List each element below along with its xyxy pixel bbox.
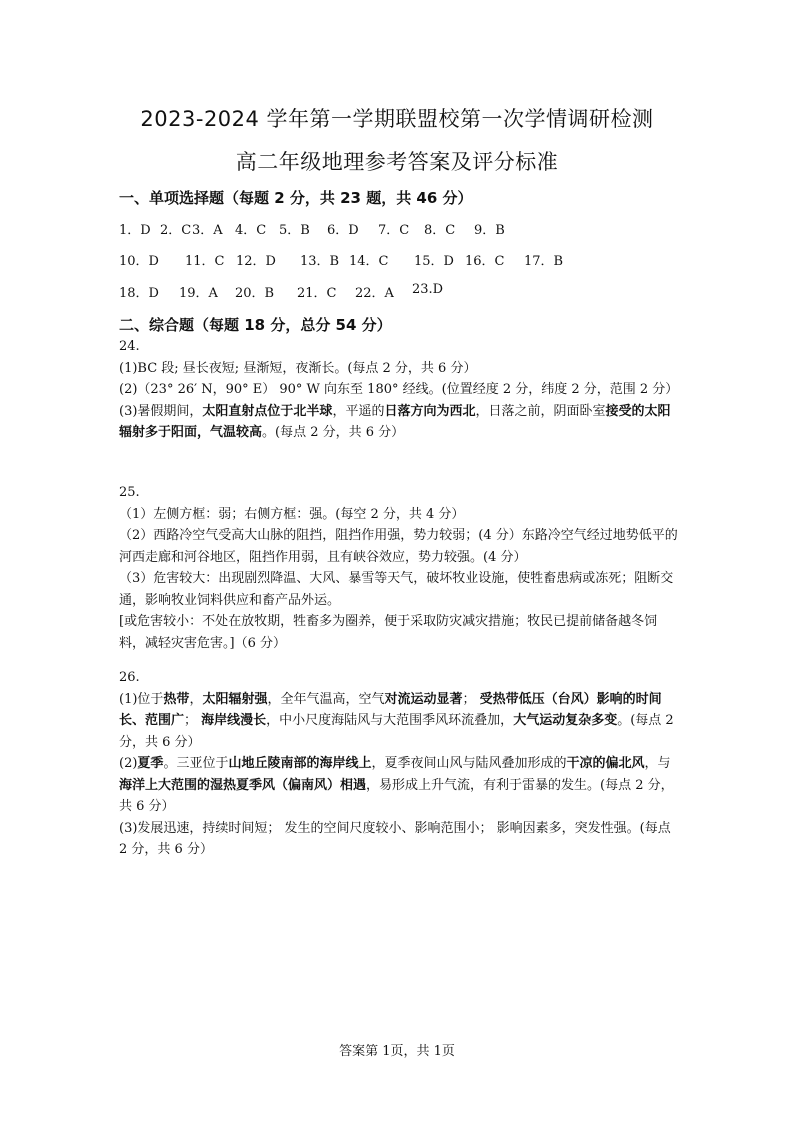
document-subtitle: 高二年级地理参考答案及评分标准 — [235, 150, 559, 174]
answer-item: 19．A — [179, 286, 218, 301]
answer-item: 18．D — [119, 286, 159, 301]
answer-item: 12．D — [236, 254, 276, 269]
answer-24-1: (1)BC 段; 昼长夜短; 昼渐短，夜渐长。(每点 2 分，共 6 分） — [119, 360, 477, 376]
question-number: 24. — [119, 339, 140, 354]
answer-item: 17．B — [524, 254, 564, 269]
answer-item: 7．C — [378, 223, 410, 238]
answer-26-1: (1)位于热带，太阳辐射强，全年气温高，空气对流运动显著； 受热带低压（台风）影响的时间长、范围广； 海岸线漫长，中小尺度海陆风与大范围季风环流叠加，大气运动复杂多变。(每点 2 分，共 6 分） — [119, 691, 674, 750]
document-title: 2023-2024 学年第一学期联盟校第一次学情调研检测 — [140, 107, 654, 131]
answer-item: 22．A — [355, 286, 394, 301]
answer-25-1: （1）左侧方框：弱；右侧方框：强。(每空 2 分，共 4 分） — [119, 506, 465, 522]
answer-item: 6．D — [327, 223, 359, 238]
answer-25-4: [或危害较小：不处在放牧期，牲畜多为圈养，便于采取防灾减灾措施；牧民已提前储备越冬饲料，减轻灾害危害。]（6 分） — [119, 614, 658, 651]
answer-row-3 — [119, 282, 443, 301]
answer-24-3: (3)暑假期间，太阳直射点位于北半球，平遥的日落方向为西北，日落之前，阴面卧室接受的太阳辐射多于阳面，气温较高。(每点 2 分，共 6 分） — [119, 403, 671, 440]
section2-heading: 二、综合题（每题 18 分，总分 54 分） — [119, 316, 392, 334]
answer-item: 2．C — [160, 223, 192, 238]
answer-row-2 — [119, 250, 563, 269]
question-number: 25. — [119, 485, 140, 500]
page-footer: 答案第 1页，共 1页 — [339, 1044, 455, 1059]
answer-item: 20．B — [235, 286, 275, 301]
question-26 — [119, 667, 681, 861]
answer-item: 4．C — [235, 223, 267, 238]
answer-26-3: (3)发展迅速，持续时间短； 发生的空间尺度较小、影响范围小； 影响因素多，突发性强。(每点 2 分，共 6 分） — [119, 820, 671, 857]
answer-item: 23.D — [412, 282, 444, 297]
question-24 — [119, 336, 681, 444]
question-25 — [119, 482, 681, 654]
answer-item: 3．A — [192, 223, 223, 238]
section1-heading: 一、单项选择题（每题 2 分，共 23 题，共 46 分） — [119, 189, 473, 207]
answer-26-2: (2)夏季。三亚位于山地丘陵南部的海岸线上，夏季夜间山风与陆风叠加形成的干凉的偏北风，与海洋上大范围的湿热夏季风（偏南风）相遇，易形成上升气流，有利于雷暴的发生。(每点 2 分，共 6 分） — [119, 756, 674, 814]
answer-25-3: （3）危害较大：出现剧烈降温、大风、暴雪等天气，破坏牧业设施，使牲畜患病或冻死；阻断交通，影响牧业饲料供应和畜产品外运。 — [119, 571, 674, 608]
answer-item: 21．C — [297, 286, 337, 301]
answer-item: 16．C — [465, 254, 505, 269]
answer-item: 10．D — [119, 254, 159, 269]
answer-25-2: （2）西路冷空气受高大山脉的阻挡，阻挡作用强，势力较弱；(4 分）东路冷空气经过地势低平的河西走廊和河谷地区，阻挡作用弱，且有峡谷效应，势力较强。(4 分） — [119, 528, 678, 565]
question-number: 26. — [119, 670, 140, 685]
answer-item: 14．C — [349, 254, 389, 269]
answer-item: 15．D — [414, 254, 454, 269]
answer-24-2: (2)（23° 26′ N，90° E） 90° W 向东至 180° 经线。(位置经度 2 分，纬度 2 分，范围 2 分） — [119, 382, 679, 397]
answer-item: 8．C — [424, 223, 456, 238]
answer-item: 1．D — [119, 223, 151, 238]
answer-row-1 — [119, 219, 505, 238]
answer-item: 11．C — [185, 254, 225, 269]
answer-item: 9．B — [474, 223, 505, 238]
answer-item: 5．B — [279, 223, 310, 238]
answer-item: 13．B — [300, 254, 340, 269]
